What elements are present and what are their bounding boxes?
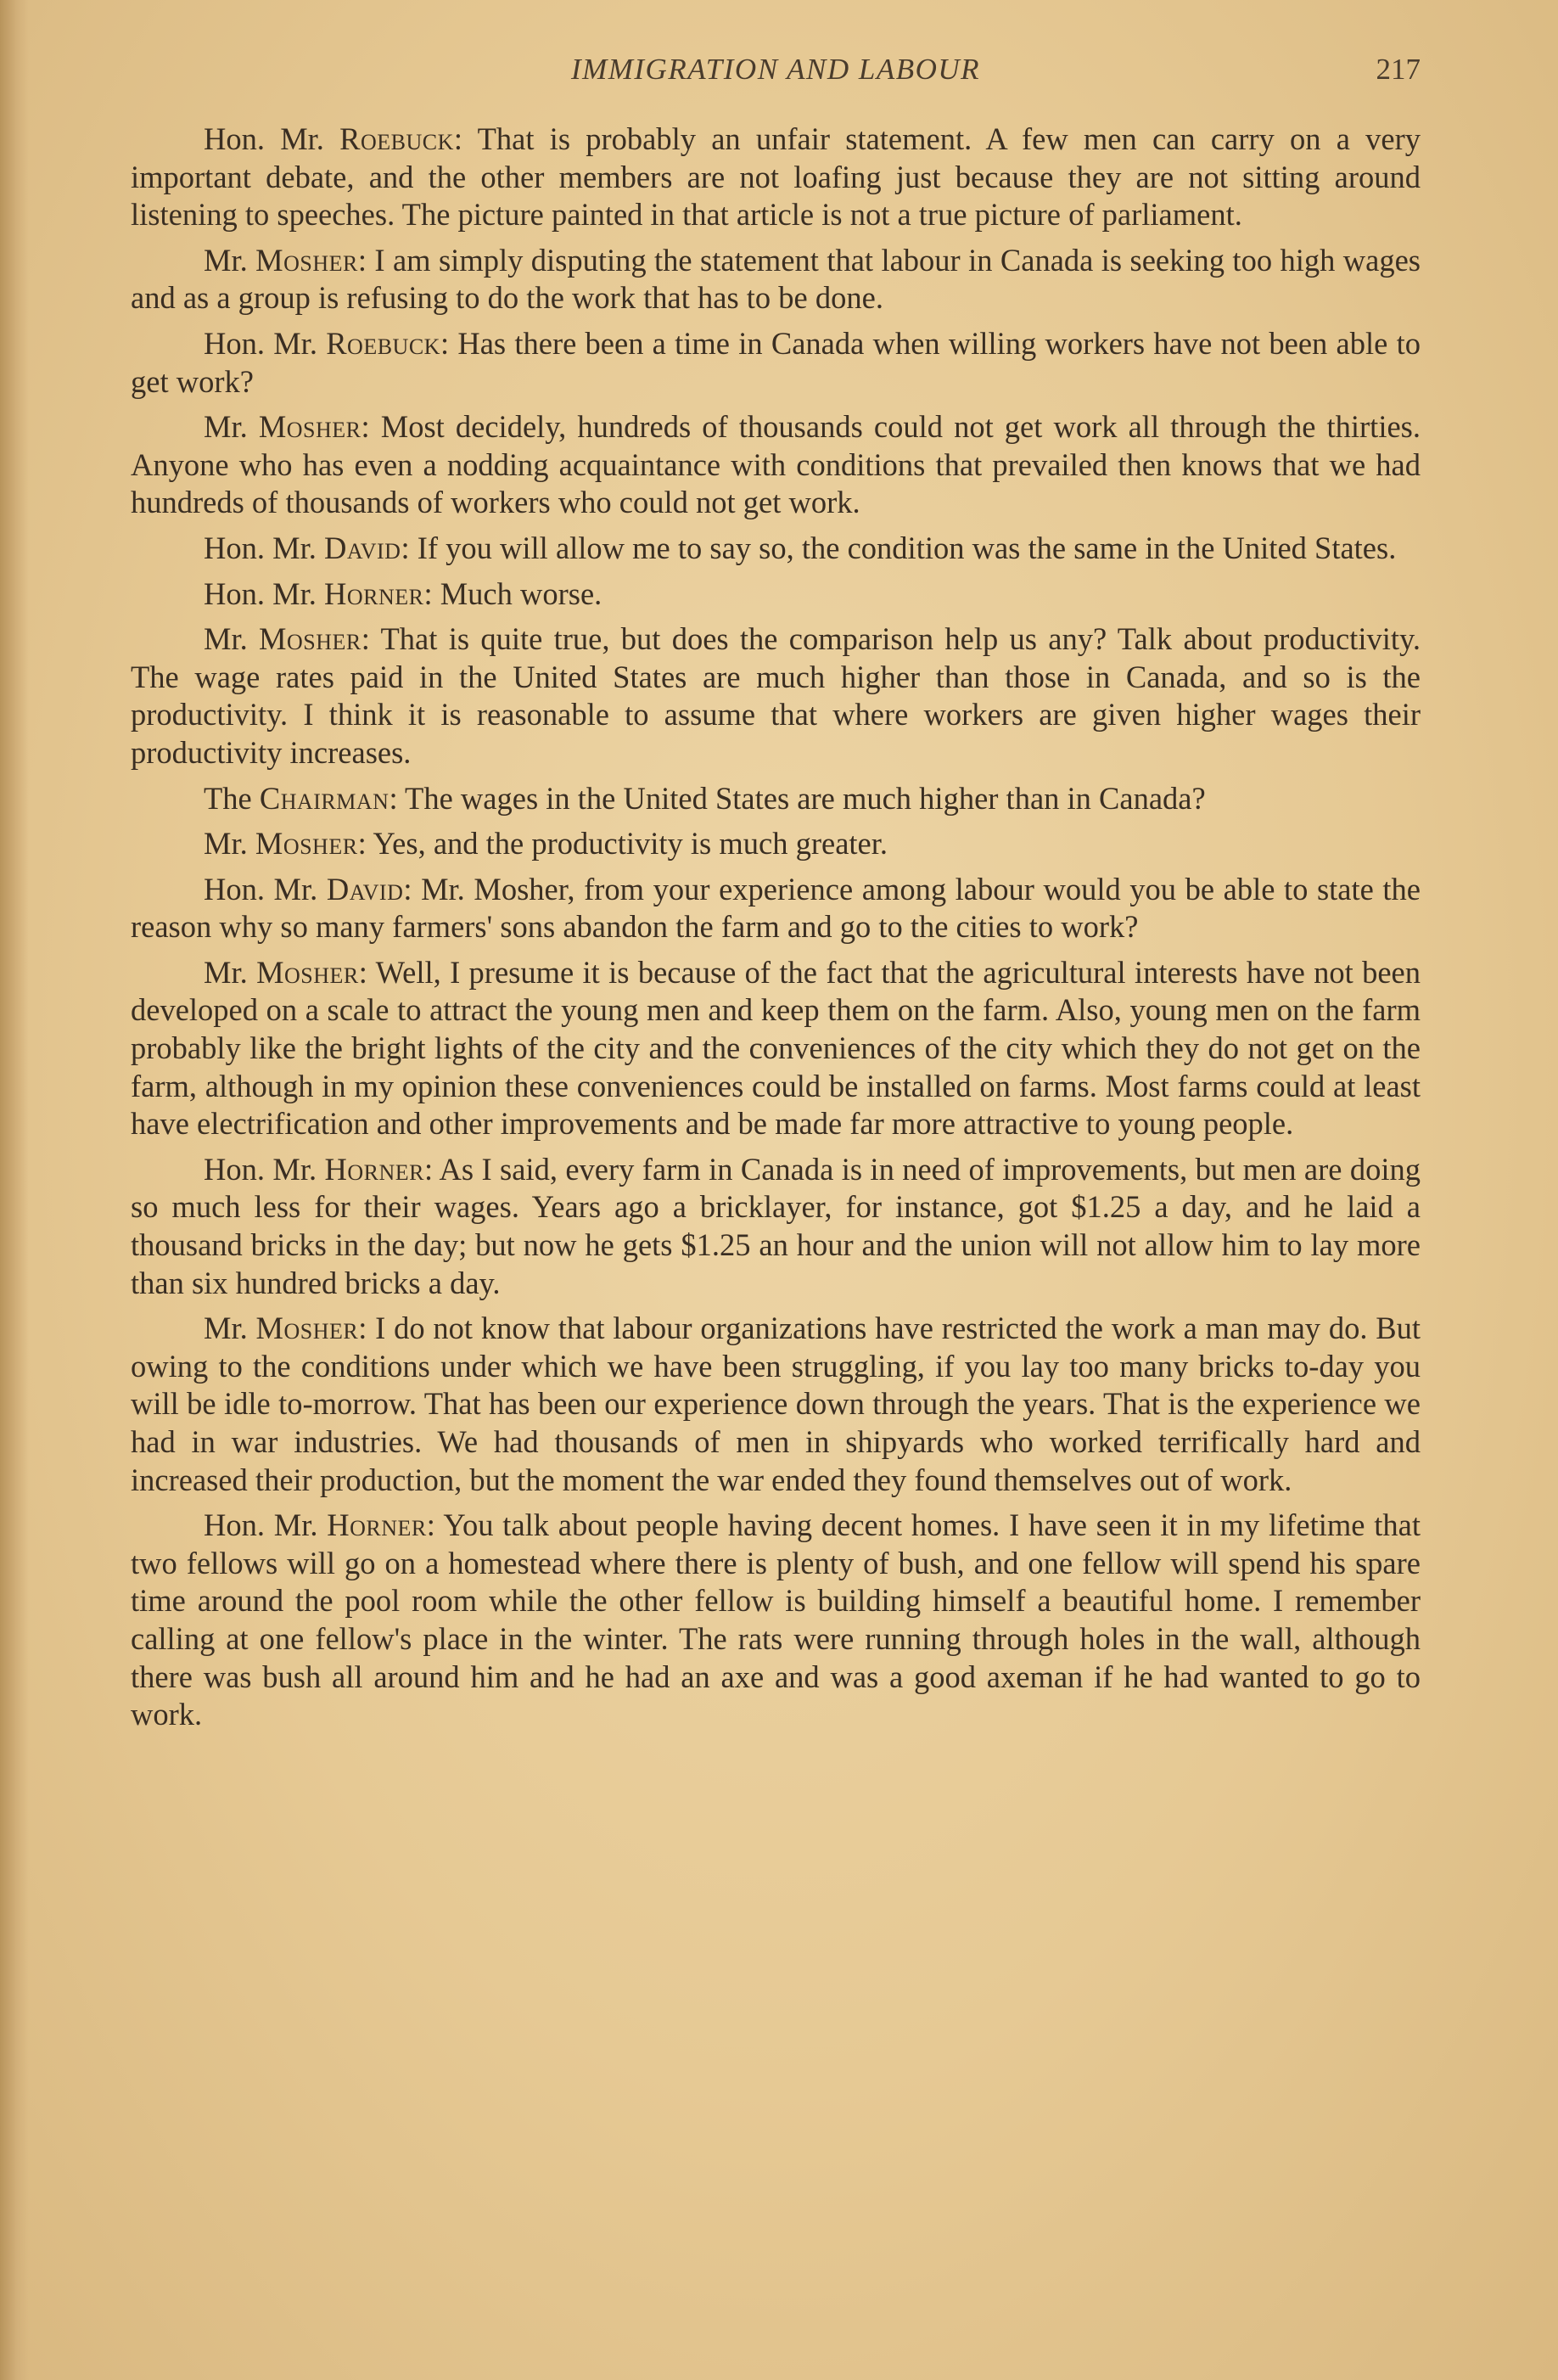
speaker-name: Horner [323, 575, 424, 611]
speaker-name: Mosher [255, 1311, 359, 1346]
speech-text: : As I said, every farm in Canada is in need of improvements, but men are doing so much less for their wages. Years ago a bricklayer, for instance, got $1.25 a day, and he laid a thousand bricks in the day; but now he gets $1.25 an hour and the union will not allow him to lay more than six hundred bricks a day. [131, 1151, 1421, 1300]
speaker-name: David [323, 530, 401, 565]
speaker-title: Mr. [204, 826, 248, 862]
paragraph [131, 408, 1421, 522]
speaker-title: Mr. [204, 409, 248, 445]
speaker-title: Mr. [204, 621, 248, 657]
speaker-title: Hon. Mr. [204, 1151, 317, 1187]
transcript-body [131, 121, 1421, 1742]
speech-text: : That is probably an unfair statement. A few men can carry on a very important debate, and the other members are not loafing just because they are not sitting around listening to speeches. The picture painted in that article is not a true picture of parliament. [131, 121, 1421, 233]
speaker-name: Mosher [256, 954, 359, 990]
paragraph [131, 620, 1421, 772]
speech-text: : I do not know that labour organizations have restricted the work a man may do. But owing to the conditions under which we have been struggling, if you lay too many bricks to-day you will be idle to-morrow. That has been our experience down through the years. That is the experience we had in war industries. We had thousands of men in shipyards who worked terrifically hard and increased their production, but the moment the war ended they found themselves out of work. [131, 1311, 1421, 1497]
paragraph [131, 954, 1421, 1143]
speaker-title: Mr. [204, 954, 248, 990]
speech-text: : If you will allow me to say so, the condition was the same in the United States. [401, 530, 1397, 565]
page-header [131, 53, 1421, 95]
speech-text: : Mr. Mosher, from your experience among labour would you be able to state the reason why so many farmers' sons abandon the farm and go to the cities to work? [131, 871, 1421, 945]
speech-text: : That is quite true, but does the comparison help us any? Talk about productivity. The wage rates paid in the United States are much higher than those in Canada, and so is the productivity. I think it is reasonable to assume that where workers are given higher wages their productivity increases. [131, 621, 1421, 770]
speaker-title: Hon. Mr. [204, 575, 317, 611]
speaker-name: Mosher [255, 242, 358, 278]
speaker-title: Hon. Mr. [204, 530, 317, 565]
speaker-name: Roebuck [326, 325, 440, 361]
speech-text: : Well, I presume it is because of the fact that the agricultural interests have not been developed on a scale to attract the young men and keep them on the farm. Also, young men on the farm probably like the bright lights of the city and the conveniences of the city which they do not get on the farm, although in my opinion these conveniences could be installed on farms. Most farms could at least have electrification and other improvements and be made far more attractive to young people. [131, 954, 1421, 1142]
speech-text: : Most decidely, hundreds of thousands could not get work all through the thirties. Anyone who has even a nodding acquaintance with conditions that prevailed then knows that we had hundreds of thousands of workers who could not get work. [131, 409, 1421, 520]
page-number: 217 [1376, 53, 1421, 86]
paragraph [131, 1507, 1421, 1734]
speaker-name: Chairman [259, 780, 390, 816]
paragraph [131, 1310, 1421, 1499]
speech-text: : Much worse. [423, 575, 602, 611]
paragraph [131, 530, 1421, 568]
speaker-name: Mosher [255, 826, 358, 862]
page-edge-shadow [0, 0, 29, 2380]
paragraph [131, 575, 1421, 614]
speaker-name: Mosher [259, 621, 361, 657]
speaker-name: Roebuck [339, 121, 454, 156]
paragraph [131, 325, 1421, 401]
speaker-title: The [204, 780, 252, 816]
running-title: IMMIGRATION AND LABOUR [570, 53, 981, 86]
speaker-title: Hon. Mr. [204, 871, 318, 907]
speaker-title: Hon. Mr. [204, 1507, 318, 1543]
speaker-title: Hon. Mr. [204, 325, 317, 361]
speech-text: : You talk about people having decent homes. I have seen it in my lifetime that two fellows will go on a homestead where there is plenty of bush, and one fellow will spend his spare time around the pool room while the other fellow is building himself a beautiful home. I remember calling at one fellow's place in the winter. The rats were running through holes in the wall, although there was bush all around him and he had an axe and was a good axeman if he had wanted to go to work. [131, 1507, 1421, 1732]
paragraph [131, 242, 1421, 317]
speaker-name: Horner [324, 1151, 424, 1187]
paragraph [131, 825, 1421, 863]
speaker-name: Mosher [258, 409, 361, 445]
paragraph [131, 780, 1421, 818]
paragraph [131, 121, 1421, 234]
speaker-title: Hon. Mr. [204, 121, 324, 156]
speaker-name: David [326, 871, 404, 907]
speech-text: : The wages in the United States are much higher than in Canada? [389, 780, 1206, 816]
paragraph [131, 871, 1421, 946]
speaker-name: Horner [327, 1507, 427, 1543]
speaker-title: Mr. [204, 242, 248, 278]
speaker-title: Mr. [204, 1311, 248, 1346]
speech-text: : Has there been a time in Canada when willing workers have not been able to get work? [131, 325, 1421, 399]
speech-text: : I am simply disputing the statement that labour in Canada is seeking too high wages and as a group is refusing to do the work that has to be done. [131, 242, 1421, 316]
paragraph [131, 1151, 1421, 1302]
speech-text: : Yes, and the productivity is much greater. [357, 826, 888, 862]
